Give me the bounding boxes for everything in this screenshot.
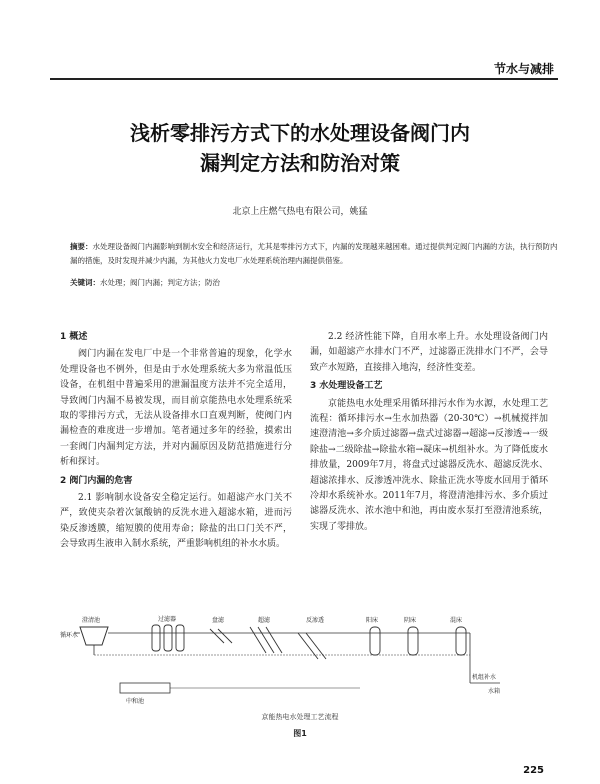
keywords-text: 水处理；阀门内漏；判定方法；防治 [100,278,220,287]
label-neutral-pool: 中和池 [126,698,145,705]
abstract-text: 水处理设备阀门内漏影响到制水安全和经济运行，尤其是零排污方式下，内漏的发现越来越困难。通过提供判定阀门内漏的方法，执行预防内漏的措施，及时发现并减少内漏，为其他火力发电厂水处理系统治理内漏提供借鉴。 [70,242,558,265]
label-filter: 过滤器 [158,616,177,623]
section-3-paragraph: 京能热电水处理采用循环排污水作为水源，水处理工艺流程：循环排污水→生水加热器（20-30℃）→机械搅拌加速澄清池→多介质过滤器→盘式过滤器→超滤→反渗透→一级除盐→二级除盐→除盐水箱→凝床→机组补水。为了降低废水排放量，2009年7月，将盘式过滤器反洗水、超滤反洗水、超滤浓排水、反渗透冲洗水、除盐正洗水等废水回用于循环冷却水系统补水。2011年7月，将澄清池排污水、多介质过滤器反洗水、浓水池中和池，再由废水泵打至澄清池系统，实现了零排放。 [310,398,548,532]
right-column [310,330,548,535]
label-clarifier: 澄清池 [82,617,101,624]
label-anion: 阴床 [404,617,417,624]
mixed-bed [450,616,466,655]
left-column [60,330,292,553]
article-title [60,118,540,178]
label-water-tank: 水箱 [488,688,501,695]
label-boiler-makeup: 机组补水 [472,674,497,681]
anion-bed [404,616,418,655]
cation-bed [366,616,380,655]
neutral-pool [120,683,170,705]
keywords [70,276,560,290]
label-mixed: 混床 [450,617,463,624]
process-flow-diagram [60,613,540,708]
section-2-1-paragraph: 2.1 影响制水设备安全稳定运行。如超滤产水门关不严，致使夹杂着次氯酸钠的反洗水进入超滤水箱，进而污染反渗透膜，缩短膜的使用寿命；除盐的出口门关不严，会导致再生液串入制水系统，严重影响机组的补水水质。 [60,493,292,550]
label-circ-water: 循环水 [60,632,79,639]
section-1-paragraph: 阀门内漏在发电厂中是一个非常普遍的现象，化学水处理设备也不例外，但是由于水处理系统大多为常温低压设备，在机组中普遍采用的泄漏温度方法并不完全适用，导致阀门内漏不易被发现，而目前京能热电水处理系统采取的零排污方式，无法从设备排水口直观判断，使阀门内漏检查的难度进一步增加。笔者通过多年的经验，摸索出一套阀门内漏判定方法，并对内漏原因及防范措施进行分析和探讨。 [60,349,292,468]
figure-label: 图1 [293,729,307,738]
clarifier-unit [80,616,108,655]
section-tag: 节水与减排 [493,62,554,76]
abstract [70,240,560,268]
label-ro: 反渗透 [306,617,325,624]
page-number: 225 [523,765,544,776]
label-uf: 超滤 [258,617,271,624]
title-line-2: 漏判定方法和防治对策 [200,151,400,175]
section-3-heading: 3 水处理设备工艺 [310,381,383,392]
section-1-heading: 1 概述 [60,332,88,342]
abstract-label: 摘要： [70,242,93,251]
ro-unit [298,616,326,659]
uf-unit [250,616,282,653]
keywords-label: 关键词： [70,278,100,287]
author-line: 北京上庄燃气热电有限公司，姚猛 [232,207,368,217]
label-cation: 阳床 [366,617,379,624]
section-2-2-paragraph: 2.2 经济性能下降，自用水率上升。水处理设备阀门内漏，如超滤产水排水门不严，过滤器正洗排水门不严，会导致产水短路，直接排入地沟，经济性变差。 [310,332,548,373]
label-disc: 盘滤 [212,617,225,624]
section-2-heading: 2 阀门内漏的危害 [60,475,133,486]
title-line-1: 浅析零排污方式下的水处理设备阀门内 [130,121,470,145]
header-rule [50,78,558,80]
figure-caption: 京能热电水处理工艺流程 [261,713,339,721]
disc-filter-unit [210,616,232,643]
